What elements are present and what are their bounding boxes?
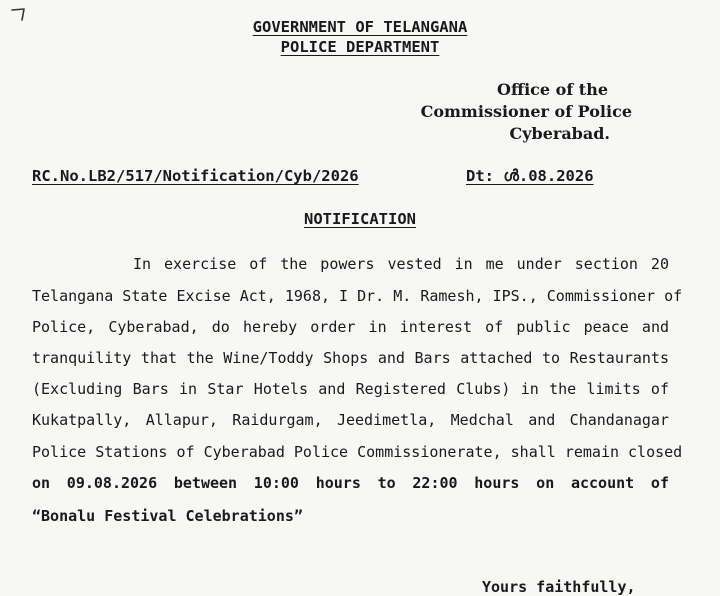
body-line: tranquility that the Wine/Toddy Shops and Bars attached to Restaurants	[32, 349, 669, 367]
body-line: Kukatpally, Allapur, Raidurgam, Jeedimetla, Medchal and Chandanagar	[32, 411, 669, 429]
government-heading-text: GOVERNMENT OF TELANGANA	[252, 18, 468, 36]
notification-title: NOTIFICATION	[304, 210, 416, 228]
office-line-2: Commissioner of Police	[420, 102, 632, 121]
body-line-bold: on 09.08.2026 between 10:00 hours to 22:00 hours on account of	[32, 474, 669, 492]
body-line: Police Stations of Cyberabad Police Commissionerate, shall remain closed	[32, 443, 683, 461]
body-line: (Excluding Bars in Star Hotels and Registered Clubs) in the limits of	[32, 380, 669, 398]
reference-date: Dt: ൾ.08.2026	[466, 167, 594, 185]
department-heading	[0, 38, 720, 56]
office-line-3: Cyberabad.	[509, 124, 610, 143]
body-line: Telangana State Excise Act, 1968, I Dr. M. Ramesh, IPS., Commissioner of	[32, 287, 683, 305]
body-line-bold: “Bonalu Festival Celebrations”	[32, 507, 303, 525]
department-heading-text: POLICE DEPARTMENT	[280, 38, 440, 56]
closing-salutation: Yours faithfully,	[482, 578, 636, 596]
body-line: In exercise of the powers vested in me under section 20	[133, 255, 669, 273]
office-line-1: Office of the	[497, 80, 608, 99]
body-line: Police, Cyberabad, do hereby order in interest of public peace and	[32, 318, 669, 336]
reference-number: RC.No.LB2/517/Notification/Cyb/2026	[32, 167, 359, 185]
government-heading	[0, 18, 720, 36]
